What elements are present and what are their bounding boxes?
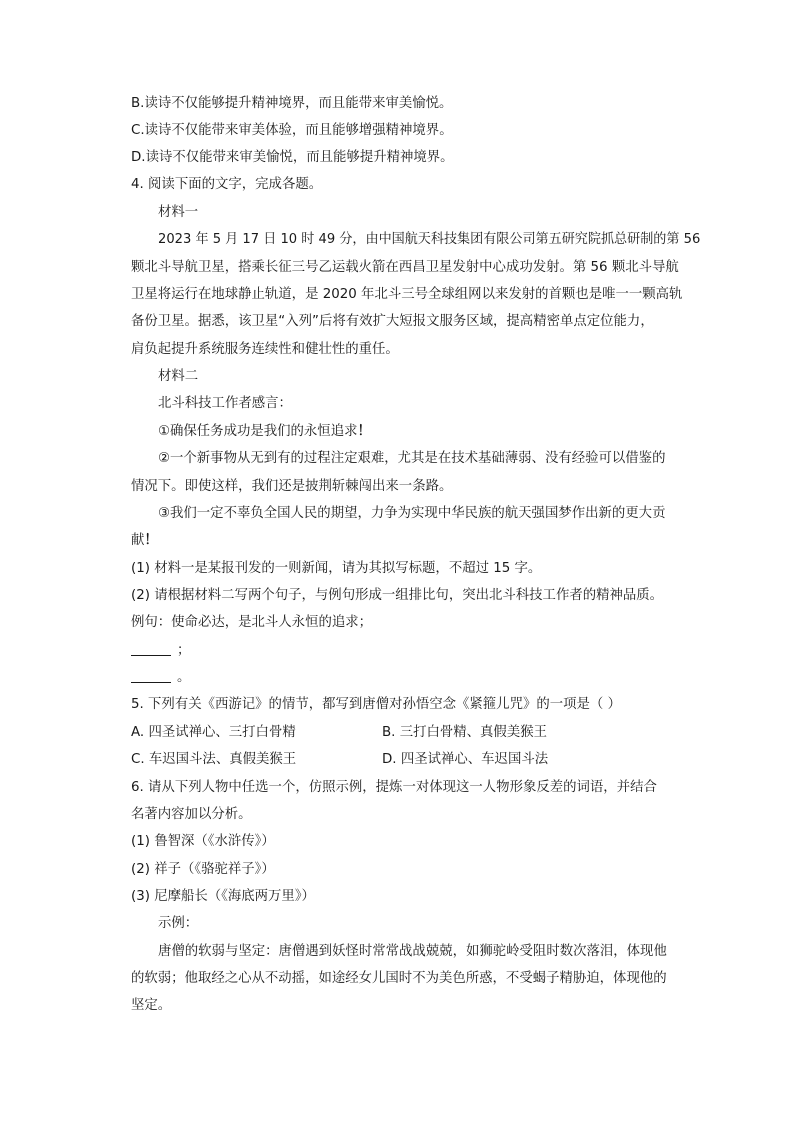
q6-choice-2: (2) 祥子（《骆驼祥子》） <box>131 862 275 877</box>
q3-option-d: D.读诗不仅能带来审美愉悦，而且能够提升精神境界。 <box>131 150 454 165</box>
q5-option-d: D. 四圣试禅心、车迟国斗法 <box>382 752 549 767</box>
material-1-line-2: 颗北斗导航卫星，搭乘长征三号乙运载火箭在西昌卫星发射中心成功发射。第 56 颗北斗导航 <box>131 260 679 275</box>
q5-option-b: B. 三打白骨精、真假美猴王 <box>382 725 547 740</box>
material-2-sentence-3b: 献！ <box>131 533 158 548</box>
material-1-line-4: 备份卫星。据悉，该卫星“入列”后将有效扩大短报文服务区域，提高精密单点定位能力， <box>131 314 654 329</box>
q6-example-line-3: 坚定。 <box>131 998 172 1013</box>
q5-option-a: A. 四圣试禅心、三打白骨精 <box>131 725 296 740</box>
q6-example-label: 示例： <box>158 916 199 931</box>
q4-sub-question-2: (2) 请根据材料二写两个句子，与例句形成一组排比句，突出北斗科技工作者的精神品质。 <box>131 588 664 603</box>
material-2-intro: 北斗科技工作者感言： <box>158 396 292 411</box>
q6-example-line-2: 的软弱；他取经之心从不动摇，如途经女儿国时不为美色所惑，不受蝎子精胁迫，体现他的 <box>131 971 667 986</box>
q6-choice-3: (3) 尼摩船长（《海底两万里》） <box>131 889 315 904</box>
answer-blank-1[interactable]: ； <box>131 641 190 661</box>
material-2-sentence-1: ①确保任务成功是我们的永恒追求！ <box>158 424 371 439</box>
q3-option-b: B.读诗不仅能够提升精神境界，而且能带来审美愉悦。 <box>131 96 453 111</box>
material-2-sentence-3a: ③我们一定不辜负全国人民的期望，力争为实现中华民族的航天强国梦作出新的更大贡 <box>158 506 666 521</box>
q5-stem: 5. 下列有关《西游记》的情节，都写到唐僧对孙悟空念《紧箍儿咒》的一项是（ ） <box>131 697 621 712</box>
material-2-title: 材料二 <box>158 369 199 384</box>
material-1-line-5: 肩负起提升系统服务连续性和健壮性的重任。 <box>131 342 399 357</box>
material-1-line-3: 卫星将运行在地球静止轨道，是 2020 年北斗三号全球组网以来发射的首颗也是唯一一颗高轨 <box>131 287 683 302</box>
material-2-sentence-2b: 情况下。即使这样，我们还是披荆斩棘闯出来一条路。 <box>131 479 453 494</box>
material-1-title: 材料一 <box>158 205 199 220</box>
material-2-sentence-2a: ②一个新事物从无到有的过程注定艰难，尤其是在技术基础薄弱、没有经验可以借鉴的 <box>158 451 666 466</box>
q6-stem-line-2: 名著内容加以分析。 <box>131 807 252 822</box>
material-1-line-1: 2023 年 5 月 17 日 10 时 49 分，由中国航天科技集团有限公司第五研究院抓总研制的第 56 <box>158 232 701 247</box>
q3-option-c: C.读诗不仅能带来审美体验，而且能够增强精神境界。 <box>131 123 453 138</box>
answer-blank-2[interactable]: 。 <box>131 668 190 688</box>
q4-sub-question-1: (1) 材料一是某报刊发的一则新闻，请为其拟写标题，不超过 15 字。 <box>131 561 542 576</box>
q6-choice-1: (1) 鲁智深（《水浒传》） <box>131 834 275 849</box>
q4-stem: 4. 阅读下面的文字，完成各题。 <box>131 177 323 192</box>
q6-stem-line-1: 6. 请从下列人物中任选一个，仿照示例，提炼一对体现这一人物形象反差的词语，并结合 <box>131 780 657 795</box>
q5-option-c: C. 车迟国斗法、真假美猴王 <box>131 752 297 767</box>
q6-example-line-1: 唐僧的软弱与坚定：唐僧遇到妖怪时常常战战兢兢，如狮驼岭受阻时数次落泪，体现他 <box>158 944 667 959</box>
q4-example-sentence: 例句：使命必达，是北斗人永恒的追求； <box>131 615 373 630</box>
